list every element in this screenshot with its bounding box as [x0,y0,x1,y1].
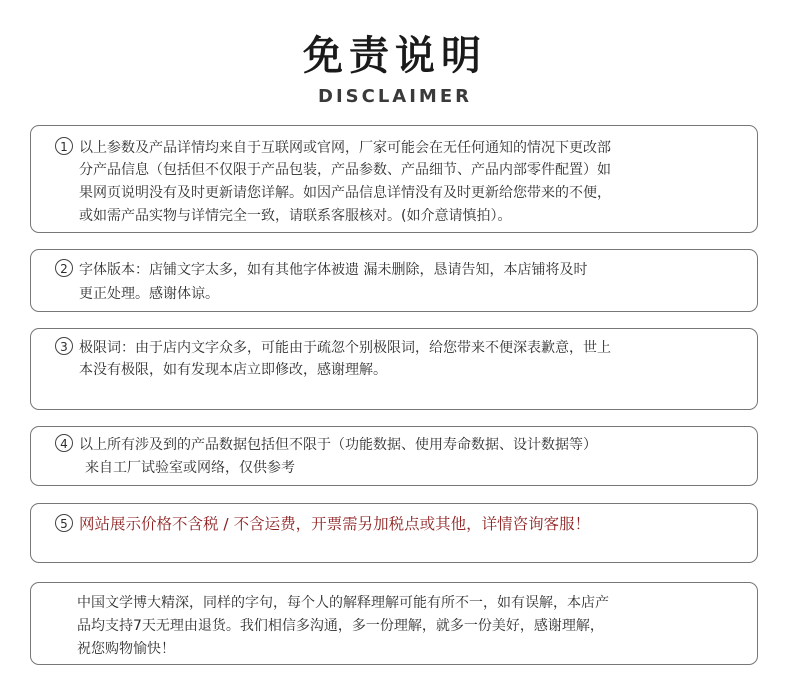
disclaimer-text: 分产品信息（包括但不仅限于产品包装，产品参数、产品细节、产品内部零件配置）如 [79,162,611,178]
closing-note-text: 祝您购物愉快！ [77,641,175,657]
disclaimer-text: 极限词：由于店内文字众多，可能由于疏忽个别极限词，给您带来不便深表歉意，世上 [79,340,611,356]
page-subtitle: DISCLAIMER [318,86,472,107]
closing-note-text: 品均支持7天无理由退货。我们相信多沟通，多一份理解，就多一份美好，感谢理解， [77,618,604,634]
disclaimer-text: 以上所有涉及到的产品数据包括但不限于（功能数据、使用寿命数据、设计数据等） [79,437,597,453]
disclaimer-text: 本没有极限，如有发现本店立即修改，感谢理解。 [79,362,387,378]
page-title: 免责说明 [303,33,487,79]
disclaimer-text: 字体版本：店铺文字太多，如有其他字体被遗 漏未删除，恳请告知，本店铺将及时 [79,262,588,278]
circled-number-1: 1 [55,137,73,155]
disclaimer-box-2 [30,249,758,312]
disclaimer-text: 以上参数及产品详情均来自于互联网或官网，厂家可能会在无任何通知的情况下更改部 [79,140,611,156]
circled-number-2: 2 [55,259,73,277]
closing-note-text: 中国文学博大精深，同样的字句，每个人的解释理解可能有所不一，如有误解，本店产 [77,595,609,611]
disclaimer-box-3 [30,328,758,410]
disclaimer-box-4 [30,426,758,486]
circled-number-4: 4 [55,434,73,452]
circled-number-5: 5 [55,514,73,532]
circled-number-3: 3 [55,337,73,355]
disclaimer-box-5 [30,503,758,563]
closing-note-box [30,582,758,665]
disclaimer-text: 果网页说明没有及时更新请您详解。如因产品信息详情没有及时更新给您带来的不便， [79,185,611,201]
disclaimer-text-highlight: 网站展示价格不含税 / 不含运费，开票需另加税点或其他，详情咨询客服！ [79,515,591,533]
disclaimer-text: 来自工厂试验室或网络，仅供参考 [85,460,295,476]
disclaimer-box-1 [30,125,758,233]
disclaimer-text: 更正处理。感谢体谅。 [79,286,219,302]
disclaimer-text: 或如需产品实物与详情完全一致，请联系客服核对。(如介意请慎拍）。 [79,208,512,224]
